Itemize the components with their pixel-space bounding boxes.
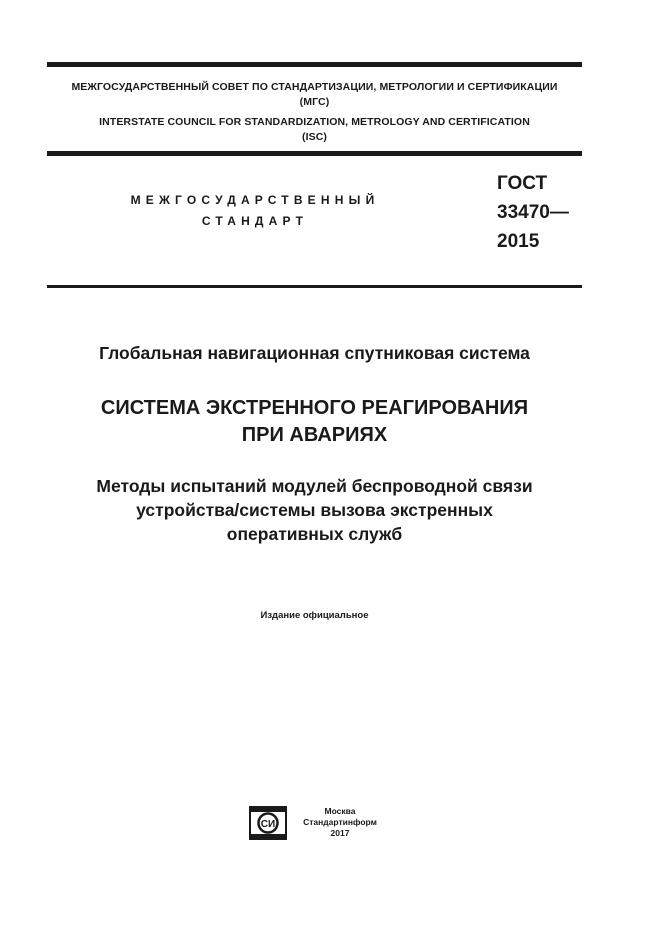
standard-type-line1: МЕЖГОСУДАРСТВЕННЫЙ (130, 193, 380, 207)
publisher-year: 2017 (330, 828, 350, 838)
standartinform-logo-icon (249, 806, 287, 840)
council-name-ru: МЕЖГОСУДАРСТВЕННЫЙ СОВЕТ ПО СТАНДАРТИЗАЦИИ, МЕТРОЛОГИИ И СЕРТИФИКАЦИИ (71, 81, 558, 93)
publisher-city: Москва (324, 806, 356, 816)
standard-type (120, 190, 390, 232)
publisher-info (290, 806, 390, 839)
council-header (47, 80, 582, 144)
main-title-line2: ПРИ АВАРИЯХ (241, 424, 388, 446)
gost-year: 2015 (497, 231, 540, 252)
subtitle-line2: устройства/системы вызова экстренных (136, 500, 493, 520)
main-title-line1: СИСТЕМА ЭКСТРЕННОГО РЕАГИРОВАНИЯ (100, 397, 529, 419)
subtitle (47, 474, 582, 546)
council-rule (47, 151, 582, 156)
subtitle-line1: Методы испытаний модулей беспроводной связи (96, 476, 533, 496)
council-abbr-en: (ISC) (302, 130, 327, 143)
gost-number: 33470— (497, 202, 569, 223)
edition-label: Издание официальное (260, 610, 369, 621)
publisher-name: Стандартинформ (303, 817, 377, 827)
logo-letters: СИ (260, 819, 276, 830)
gost-designation (497, 169, 569, 256)
designation-rule (47, 285, 582, 288)
standard-type-line2: СТАНДАРТ (201, 214, 309, 228)
gost-prefix: ГОСТ (497, 173, 548, 194)
top-rule (47, 62, 582, 67)
system-title (47, 342, 582, 364)
main-title (47, 395, 582, 449)
subtitle-line3: оперативных служб (226, 524, 403, 544)
council-abbr-ru: (МГС) (299, 95, 330, 108)
council-name-en: INTERSTATE COUNCIL FOR STANDARDIZATION, METROLOGY AND CERTIFICATION (99, 116, 530, 128)
system-title-text: Глобальная навигационная спутниковая система (99, 343, 530, 363)
